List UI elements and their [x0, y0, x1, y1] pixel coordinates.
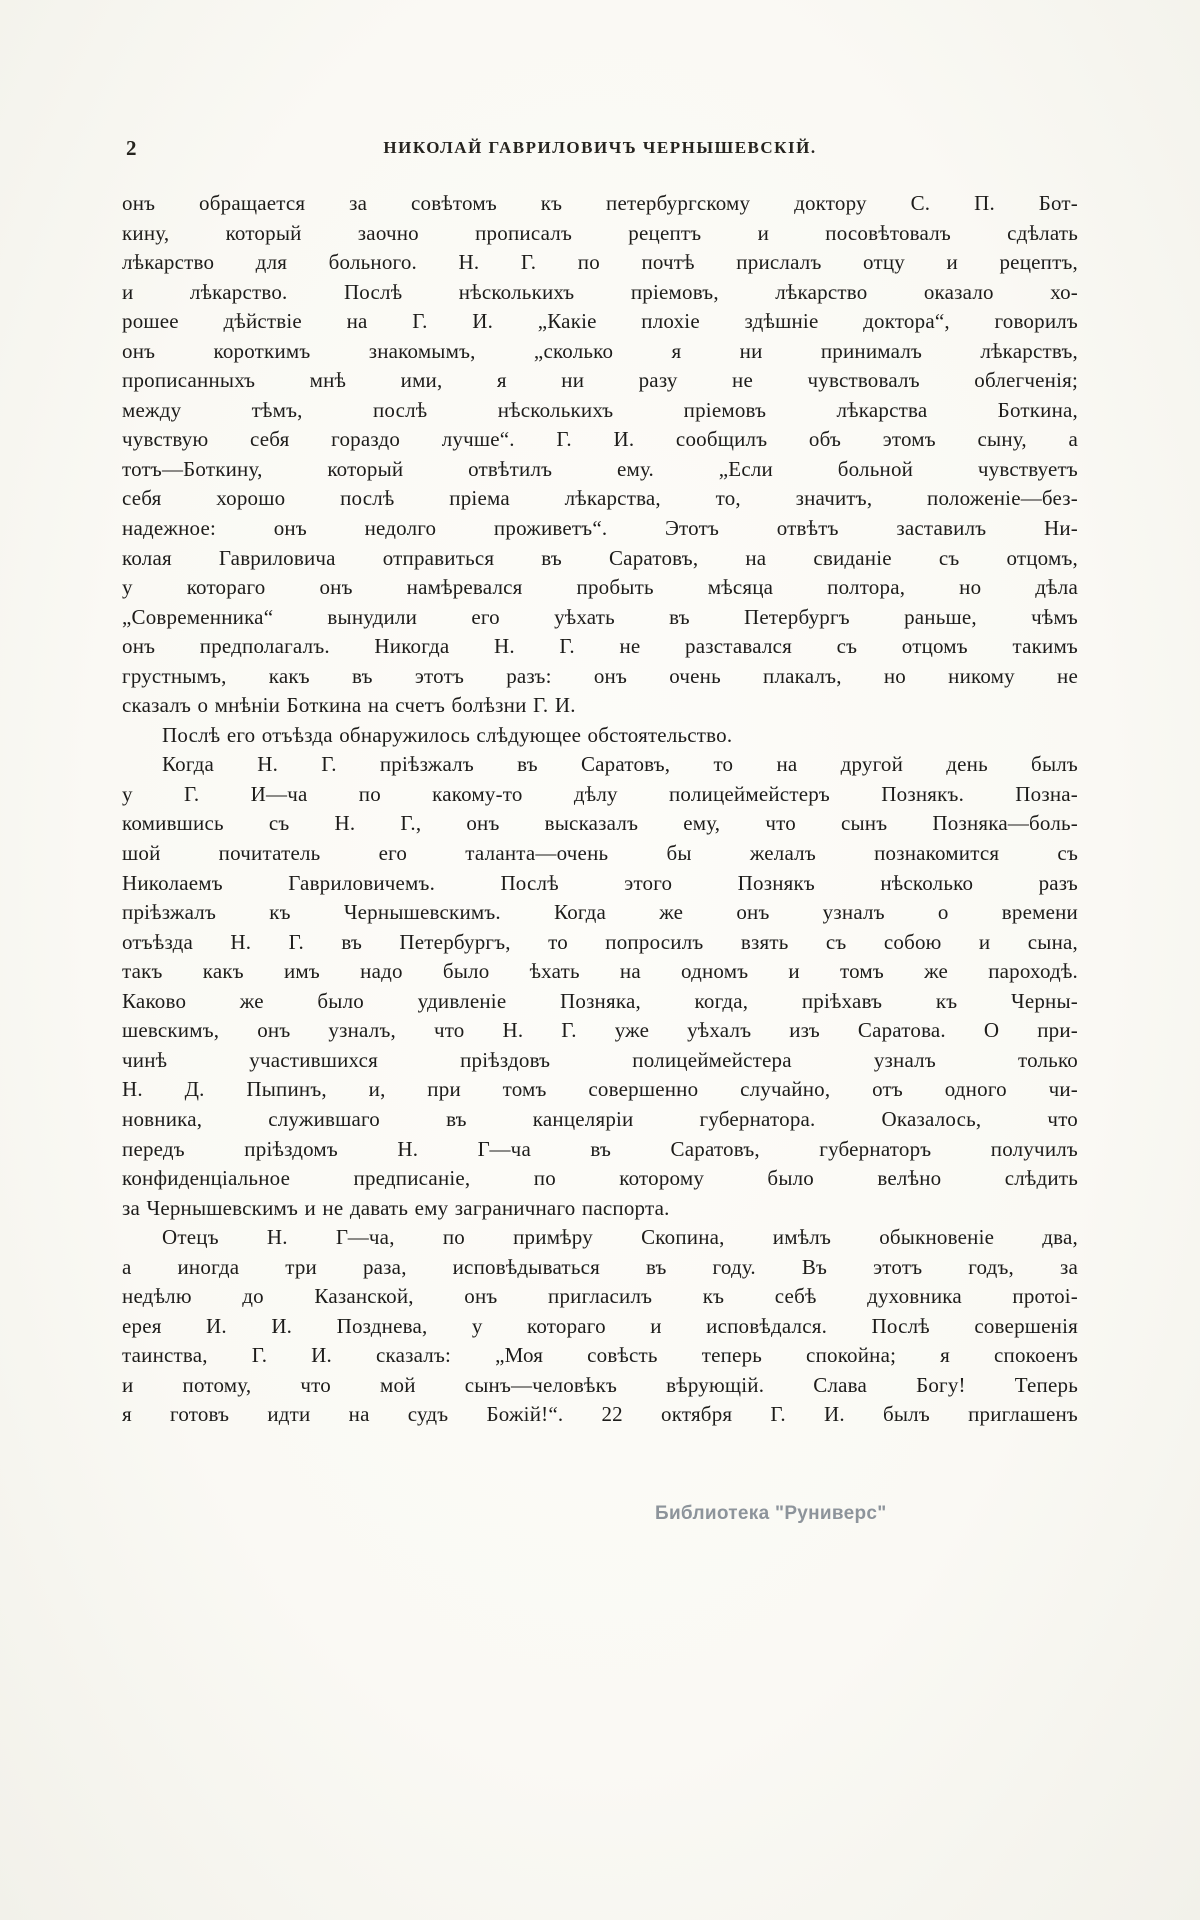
- text-line: таинства, Г. И. сказалъ: „Моя совѣсть теперь спокойна; я спокоенъ: [122, 1343, 1078, 1368]
- text-line: передъ пріѣздомъ Н. Г—ча въ Саратовъ, губернаторъ получилъ: [122, 1136, 1078, 1161]
- text-line: и лѣкарство. Послѣ нѣсколькихъ пріемовъ, лѣкарство оказало хо-: [122, 279, 1078, 304]
- text-line: лѣкарство для больного. Н. Г. по почтѣ прислалъ отцу и рецептъ,: [122, 250, 1078, 275]
- text-line: себя хорошо послѣ пріема лѣкарства, то, значитъ, положеніе—без-: [122, 486, 1078, 511]
- text-line: ерея И. И. Позднева, у котораго и исповѣдался. Послѣ совершенія: [122, 1313, 1078, 1338]
- text-line: у котораго онъ намѣревался пробыть мѣсяца полтора, но дѣла: [122, 575, 1078, 600]
- text-line: Николаемъ Гавриловичемъ. Послѣ этого Познякъ нѣсколько разъ: [122, 870, 1078, 895]
- text-line: грустнымъ, какъ въ этотъ разъ: онъ очень плакалъ, но никому не: [122, 663, 1078, 688]
- text-line: надежное: онъ недолго проживетъ“. Этотъ отвѣтъ заставилъ Ни-: [122, 516, 1078, 541]
- text-line: такъ какъ имъ надо было ѣхать на одномъ и томъ же пароходѣ.: [122, 959, 1078, 984]
- text-line: и потому, что мой сынъ—человѣкъ вѣрующій. Слава Богу! Теперь: [122, 1372, 1078, 1397]
- running-title: НИКОЛАЙ ГАВРИЛОВИЧЪ ЧЕРНЫШЕВСКІЙ.: [383, 138, 817, 157]
- text-line: онъ обращается за совѣтомъ къ петербургскому доктору С. П. Бот-: [122, 191, 1078, 215]
- text-line: Н. Д. Пыпинъ, и, при томъ совершенно случайно, отъ одного чи-: [122, 1077, 1078, 1102]
- text-line: недѣлю до Казанской, онъ пригласилъ къ себѣ духовника протоі-: [122, 1284, 1078, 1309]
- text-line: Послѣ его отъѣзда обнаружилось слѣдующее обстоятельство.: [162, 722, 733, 747]
- text-line: чувствую себя гораздо лучше“. Г. И. сообщилъ объ этомъ сыну, а: [122, 427, 1078, 452]
- text-line: онъ предполагалъ. Никогда Н. Г. не разставался съ отцомъ такимъ: [122, 634, 1078, 659]
- text-line: колая Гавриловича отправиться въ Саратовъ, на свиданіе съ отцомъ,: [122, 545, 1078, 570]
- text-line: а иногда три раза, исповѣдываться въ году. Въ этотъ годъ, за: [122, 1254, 1078, 1279]
- text-line: Когда Н. Г. пріѣзжалъ въ Саратовъ, то на другой день былъ: [162, 752, 1078, 777]
- text-line: Отецъ Н. Г—ча, по примѣру Скопина, имѣлъ обыкновеніе два,: [162, 1225, 1078, 1250]
- text-line: конфиденціальное предписаніе, по которому было велѣно слѣдить: [122, 1166, 1078, 1191]
- page-number: 2: [126, 136, 137, 160]
- text-line: рошее дѣйствіе на Г. И. „Какіе плохіе здѣшніе доктора“, говорилъ: [122, 309, 1078, 334]
- text-line: за Чернышевскимъ и не давать ему заграничнаго паспорта.: [122, 1195, 670, 1220]
- text-line: тотъ—Боткину, который отвѣтилъ ему. „Если больной чувствуетъ: [122, 456, 1078, 481]
- text-line: я готовъ идти на судъ Божій!“. 22 октября Г. И. былъ приглашенъ: [122, 1402, 1078, 1427]
- text-line: онъ короткимъ знакомымъ, „сколько я ни принималъ лѣкарствъ,: [122, 338, 1078, 363]
- text-line: „Современника“ вынудили его уѣхать въ Петербургъ раньше, чѣмъ: [122, 604, 1078, 629]
- text-line: между тѣмъ, послѣ нѣсколькихъ пріемовъ лѣкарства Боткина,: [122, 397, 1078, 422]
- text-line: прописанныхъ мнѣ ими, я ни разу не чувствовалъ облегченія;: [122, 368, 1078, 393]
- text-line: сказалъ о мнѣніи Боткина на счетъ болѣзни Г. И.: [122, 693, 576, 718]
- text-line: комившись съ Н. Г., онъ высказалъ ему, что сынъ Позняка—боль-: [122, 811, 1078, 836]
- text-line: новника, служившаго въ канцеляріи губернатора. Оказалось, что: [122, 1106, 1078, 1131]
- text-line: у Г. И—ча по какому-то дѣлу полицеймейстеръ Познякъ. Позна-: [122, 781, 1078, 806]
- text-line: кину, который заочно прописалъ рецептъ и посовѣтовалъ сдѣлать: [122, 220, 1078, 245]
- text-line: шевскимъ, онъ узналъ, что Н. Г. уже уѣхалъ изъ Саратова. О при-: [122, 1018, 1078, 1043]
- text-block: [122, 189, 1078, 1430]
- text-line: отъѣзда Н. Г. въ Петербургъ, то попросилъ взять съ собою и сына,: [122, 929, 1078, 954]
- page-header: [122, 136, 1078, 162]
- text-line: пріѣзжалъ къ Чернышевскимъ. Когда же онъ узналъ о времени: [122, 900, 1078, 925]
- text-line: чинѣ участившихся пріѣздовъ полицеймейстера узналъ только: [122, 1047, 1078, 1072]
- text-line: Каково же было удивленіе Позняка, когда, пріѣхавъ къ Черны-: [122, 988, 1078, 1013]
- library-watermark: Библиотека "Руниверс": [655, 1503, 887, 1524]
- text-line: шой почитатель его таланта—очень бы желалъ познакомится съ: [122, 841, 1078, 866]
